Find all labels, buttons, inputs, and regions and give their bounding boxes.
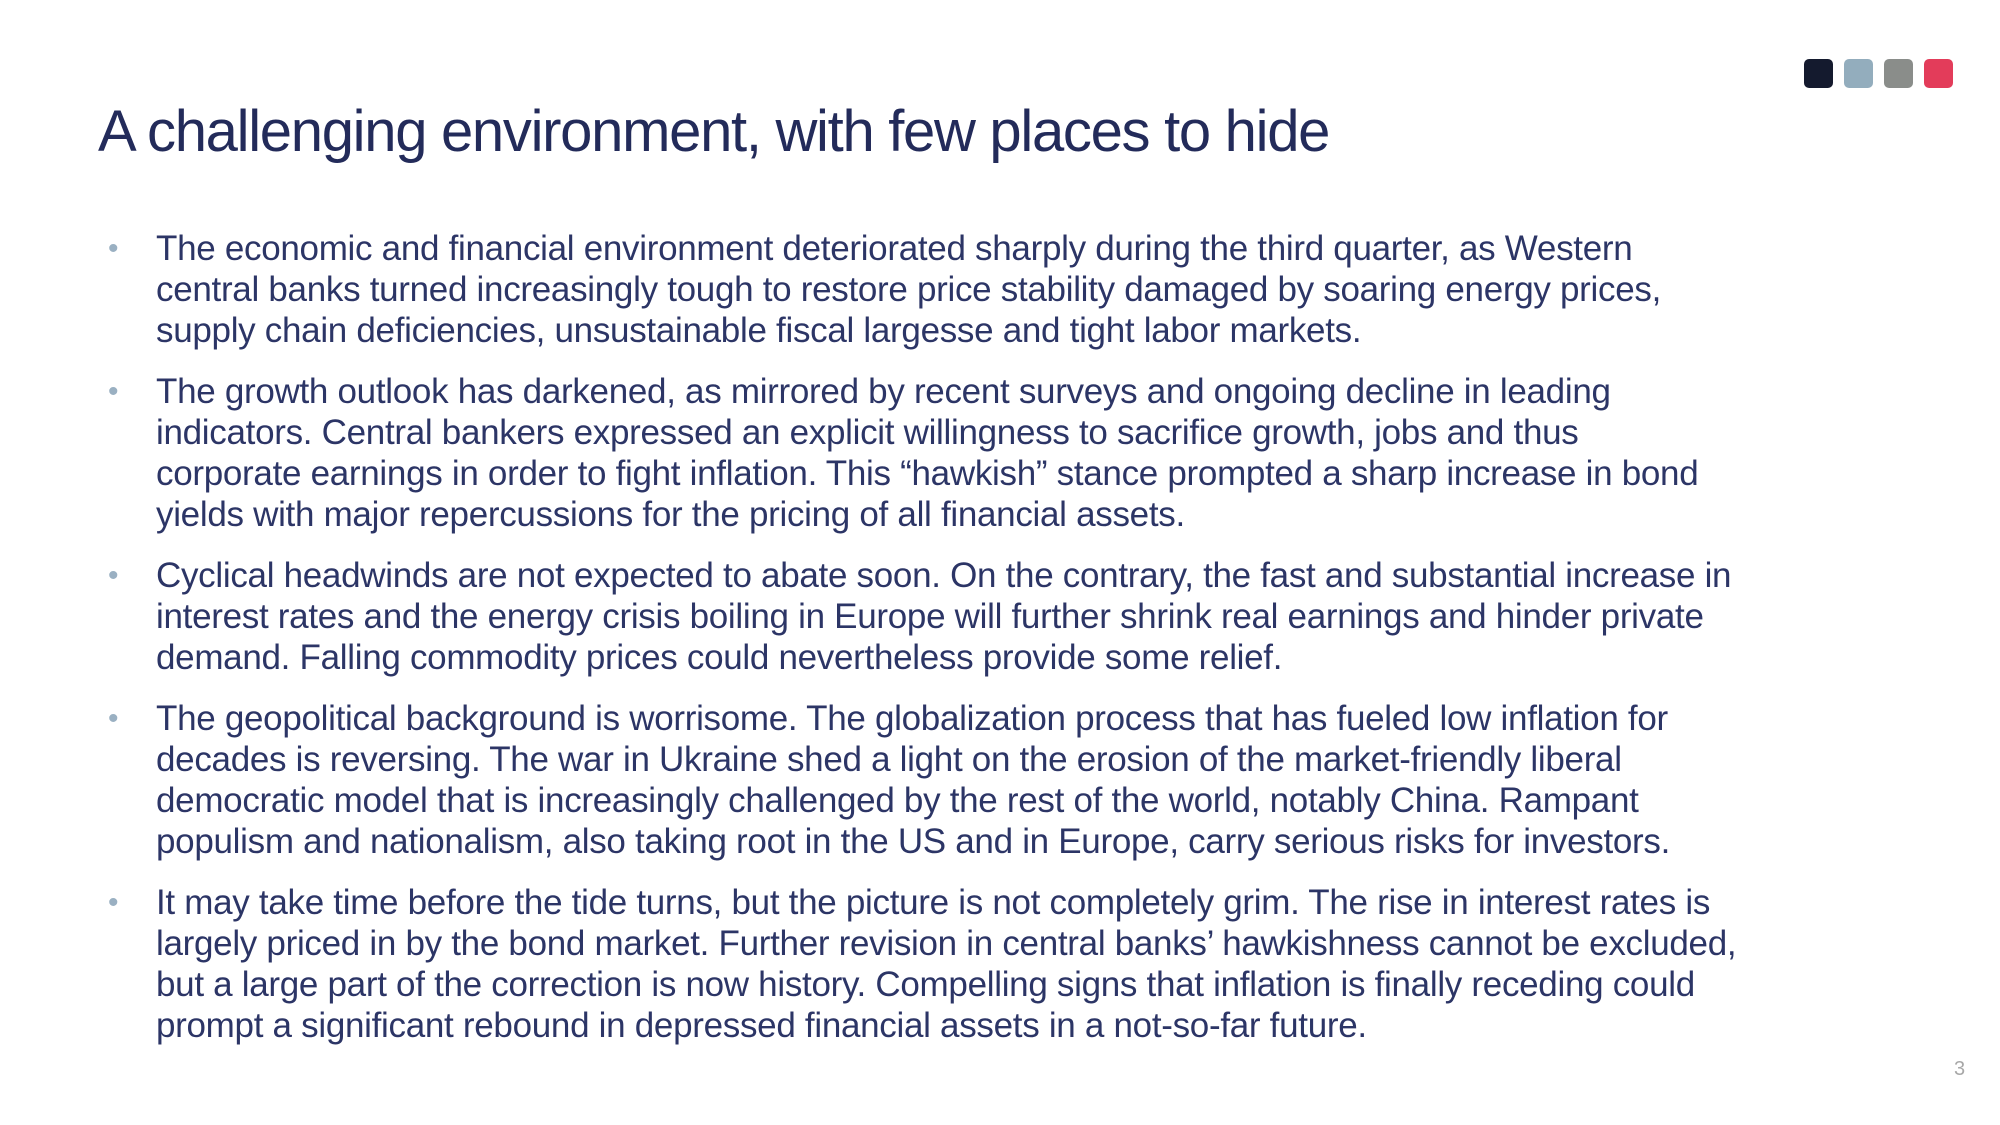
bullet-dot-icon: • bbox=[108, 702, 119, 735]
bullet-line: corporate earnings in order to fight inflation. This “hawkish” stance prompted a sharp increase in bond bbox=[156, 454, 1699, 493]
bullet-line: yields with major repercussions for the pricing of all financial assets. bbox=[156, 495, 1185, 534]
bullet-line: The growth outlook has darkened, as mirrored by recent surveys and ongoing decline in leading bbox=[156, 372, 1611, 411]
bullet-dot-icon: • bbox=[108, 559, 119, 592]
bullet-list bbox=[98, 228, 1858, 1066]
bullet-dot-icon: • bbox=[108, 232, 119, 265]
bullet-item bbox=[98, 555, 1858, 678]
slide-title: A challenging environment, with few places to hide bbox=[98, 99, 1330, 164]
swatch-navy bbox=[1804, 59, 1833, 88]
bullet-line: decades is reversing. The war in Ukraine shed a light on the erosion of the market-friendly liberal bbox=[156, 740, 1622, 779]
swatch-red bbox=[1924, 59, 1953, 88]
bullet-line: prompt a significant rebound in depressed financial assets in a not-so-far future. bbox=[156, 1006, 1367, 1045]
bullet-line: Cyclical headwinds are not expected to abate soon. On the contrary, the fast and substantial increase in bbox=[156, 556, 1732, 595]
bullet-line: demand. Falling commodity prices could nevertheless provide some relief. bbox=[156, 638, 1283, 677]
bullet-item bbox=[98, 882, 1858, 1046]
bullet-line: indicators. Central bankers expressed an explicit willingness to sacrifice growth, jobs and thus bbox=[156, 413, 1579, 452]
bullet-line: populism and nationalism, also taking root in the US and in Europe, carry serious risks for investors. bbox=[156, 822, 1671, 861]
bullet-line: largely priced in by the bond market. Further revision in central banks’ hawkishness cannot be excluded, bbox=[156, 924, 1737, 963]
bullet-line: supply chain deficiencies, unsustainable fiscal largesse and tight labor markets. bbox=[156, 311, 1362, 350]
bullet-line: but a large part of the correction is now history. Compelling signs that inflation is finally receding could bbox=[156, 965, 1695, 1004]
bullet-line: It may take time before the tide turns, but the picture is not completely grim. The rise in interest rates is bbox=[156, 883, 1711, 922]
bullet-dot-icon: • bbox=[108, 886, 119, 919]
bullet-line: The geopolitical background is worrisome. The globalization process that has fueled low inflation for bbox=[156, 699, 1668, 738]
bullet-item bbox=[98, 371, 1858, 535]
bullet-line: The economic and financial environment deteriorated sharply during the third quarter, as Western bbox=[156, 229, 1633, 268]
bullet-line: interest rates and the energy crisis boiling in Europe will further shrink real earnings and hinder private bbox=[156, 597, 1704, 636]
color-swatches bbox=[1804, 59, 1953, 88]
page-number: 3 bbox=[1954, 1058, 1966, 1080]
bullet-dot-icon: • bbox=[108, 375, 119, 408]
swatch-gray bbox=[1884, 59, 1913, 88]
bullet-item bbox=[98, 228, 1858, 351]
bullet-item bbox=[98, 698, 1858, 862]
bullet-line: central banks turned increasingly tough to restore price stability damaged by soaring energy prices, bbox=[156, 270, 1661, 309]
bullet-line: democratic model that is increasingly challenged by the rest of the world, notably China. Rampant bbox=[156, 781, 1639, 820]
swatch-light-blue bbox=[1844, 59, 1873, 88]
